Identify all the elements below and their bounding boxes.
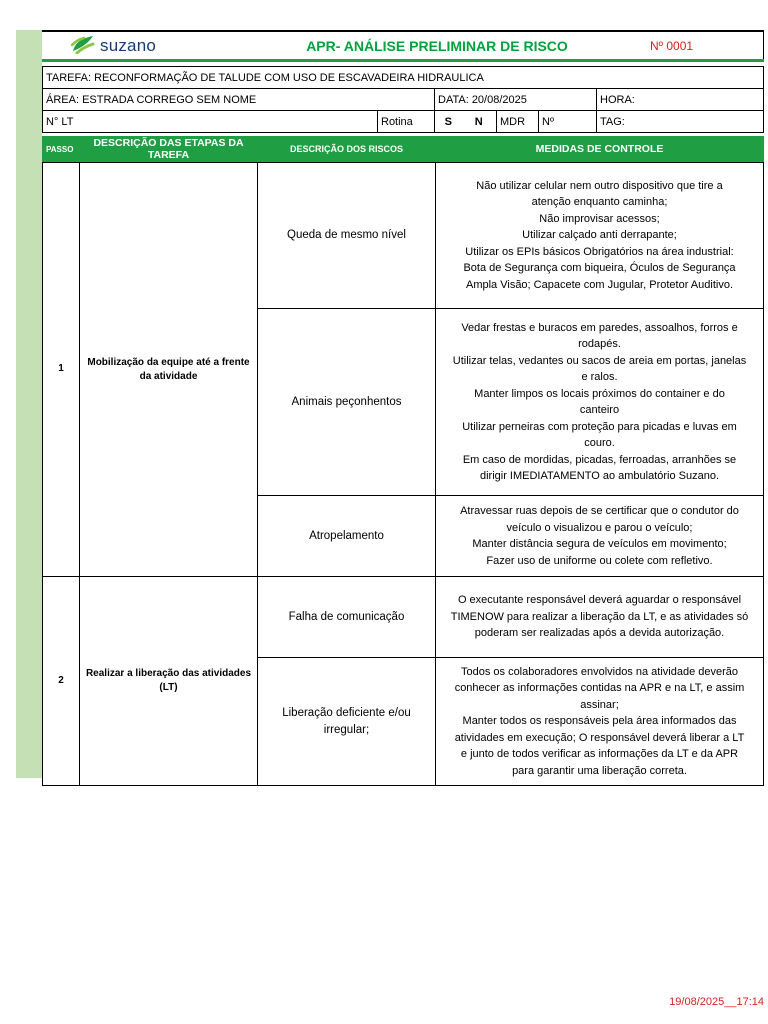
control-line: para garantir uma liberação correta. <box>512 764 687 777</box>
control-line: conhecer as informações contidas na APR e na LT, e assim <box>454 682 745 695</box>
col-task-desc: DESCRIÇÃO DAS ETAPAS DA TAREFA <box>80 137 258 162</box>
nr-field: Nº <box>539 111 597 133</box>
routine-no: N <box>462 111 497 133</box>
control-line: Utilizar telas, vedantes ou sacos de areia em portas, janelas <box>452 354 747 367</box>
control-line: Utilizar os EPIs básicos Obrigatórios na área industrial: <box>465 245 734 258</box>
step-description: Mobilização da equipe até a frente da atividade <box>80 163 258 577</box>
area-field: ÁREA: ESTRADA CORREGO SEM NOME <box>43 89 435 111</box>
table-row <box>43 163 764 309</box>
control-line: Fazer uso de uniforme ou colete com refletivo. <box>486 554 713 567</box>
step-description: Realizar a liberação das atividades (LT) <box>80 577 258 786</box>
control-line: Utilizar perneiras com proteção para picadas e luvas em <box>462 420 737 433</box>
page-title: APR- ANÁLISE PRELIMINAR DE RISCO <box>232 31 642 61</box>
routine-label: Rotina <box>378 111 435 133</box>
task-field: TAREFA: RECONFORMAÇÃO DE TALUDE COM USO DE ESCAVADEIRA HIDRAULICA <box>43 67 764 89</box>
control-line: couro. <box>584 437 615 449</box>
control-line: Manter distância segura de veículos em movimento; <box>472 538 727 550</box>
risk-cell: Animais peçonhentos <box>258 309 436 496</box>
col-risk-desc: DESCRIÇÃO DOS RISCOS <box>258 137 436 162</box>
hour-field: HORA: <box>597 89 764 111</box>
table-row <box>43 577 764 658</box>
controls-cell <box>436 658 764 786</box>
controls-cell <box>436 577 764 658</box>
control-line: Em caso de mordidas, picadas, ferroadas, arranhões se <box>462 453 737 466</box>
risk-cell: Falha de comunicação <box>258 577 436 658</box>
control-line: Ampla Visão; Capacete com Jugular, Protetor Auditivo. <box>466 278 733 291</box>
risk-cell: Liberação deficiente e/ou irregular; <box>258 658 436 786</box>
controls-cell <box>436 309 764 496</box>
control-line: Atravessar ruas depois de se certificar que o condutor do <box>460 505 739 517</box>
steps-table <box>42 162 764 786</box>
control-line: Todos os colaboradores envolvidos na atividade deverão <box>460 665 738 678</box>
control-line: atenção enquanto caminha; <box>531 196 668 209</box>
tag-field: TAG: <box>597 111 764 133</box>
form-header <box>42 30 764 62</box>
date-field: DATA: 20/08/2025 <box>435 89 597 111</box>
step-number: 1 <box>43 163 80 577</box>
form-number: Nº 0001 <box>642 31 763 61</box>
print-timestamp: 19/08/2025__17:14 <box>669 996 764 1008</box>
risk-cell: Queda de mesmo nível <box>258 163 436 309</box>
control-line: Bota de Segurança com biqueira, Óculos de Segurança <box>463 262 736 275</box>
control-line: poderam ser realizadas após a devida autorização. <box>474 627 725 640</box>
control-line: e ralos. <box>581 371 618 383</box>
logo-text: suzano <box>100 35 157 55</box>
col-step: PASSO <box>43 137 80 162</box>
control-line: Manter limpos os locais próximos do container e do <box>474 387 725 400</box>
controls-cell <box>436 163 764 309</box>
logo-cell <box>42 31 232 61</box>
control-line: assinar; <box>580 698 619 711</box>
control-line: Vedar frestas e buracos em paredes, assoalhos, forros e <box>461 321 738 334</box>
lt-field: N° LT <box>43 111 378 133</box>
apr-form <box>42 30 763 786</box>
control-line: Utilizar calçado anti derrapante; <box>522 229 677 242</box>
control-line: TIMENOW para realizar a liberação da LT, e as atividades só <box>450 610 749 623</box>
mdr-field: MDR <box>497 111 539 133</box>
risk-cell: Atropelamento <box>258 496 436 577</box>
routine-yes: S <box>435 111 462 133</box>
control-line: Manter todos os responsáveis pela área informados das <box>462 715 737 728</box>
control-line: Não utilizar celular nem outro dispositivo que tire a <box>476 179 723 192</box>
control-line: veículo o visualizou e parou o veículo; <box>506 521 693 534</box>
columns-header <box>42 136 764 162</box>
control-line: rodapés. <box>578 338 621 350</box>
controls-cell <box>436 496 764 577</box>
control-line: Não improvisar acessos; <box>539 212 660 225</box>
left-margin-bar <box>16 30 42 778</box>
control-line: dirigir IMEDIATAMENTO ao ambulatório Suzano. <box>479 470 720 482</box>
control-line: O executante responsável deverá aguardar o responsável <box>457 594 742 607</box>
suzano-leaf-icon <box>71 34 95 57</box>
control-line: e junto de todos verificar as informações da LT e da APR <box>460 748 739 761</box>
control-line: canteiro <box>579 404 620 416</box>
control-line: atividades em execução; O responsável deverá liberar a LT <box>454 731 745 744</box>
step-number: 2 <box>43 577 80 786</box>
col-controls: MEDIDAS DE CONTROLE <box>436 137 764 162</box>
info-table <box>42 66 764 133</box>
